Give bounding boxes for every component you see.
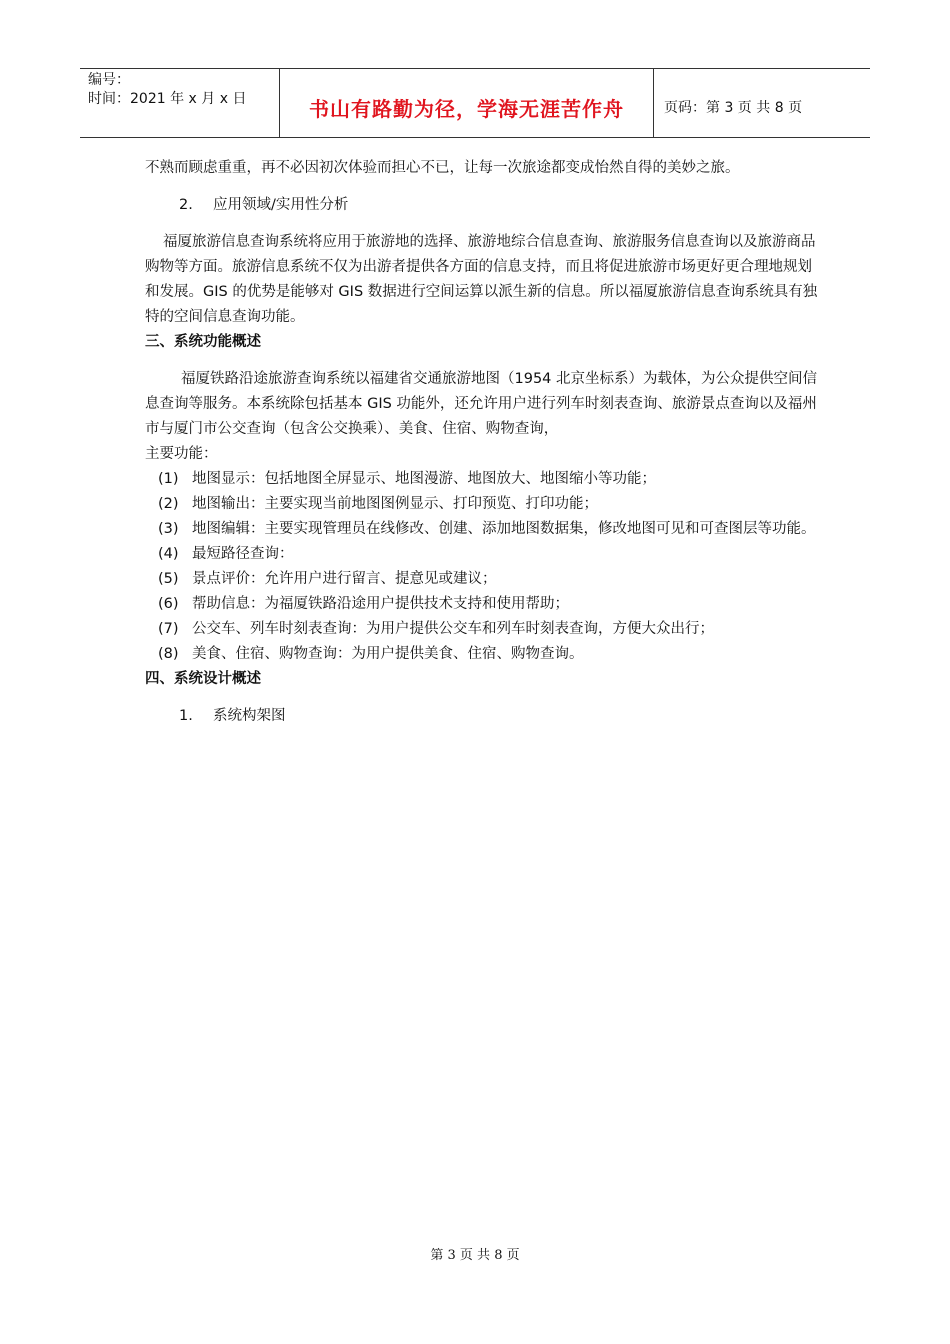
list-item-number: (5) — [158, 571, 179, 587]
main-functions-label: 主要功能： — [145, 446, 218, 462]
document-body — [145, 156, 825, 729]
list-item — [145, 517, 825, 542]
subheading-number: 1. — [179, 708, 193, 724]
section-heading-3: 三、系统功能概述 — [145, 334, 261, 350]
list-item — [145, 592, 825, 617]
subheading-architecture — [145, 704, 825, 729]
list-item — [145, 617, 825, 642]
list-item — [145, 467, 825, 492]
continued-paragraph: 不熟而顾虑重重，再不必因初次体验而担心不已，让每一次旅途都变成怡然自得的美妙之旅。 — [145, 160, 740, 176]
list-item-number: (4) — [158, 546, 179, 562]
list-item-text: 地图输出：主要实现当前地图图例显示、打印预览、打印功能； — [192, 496, 598, 512]
subheading-title: 系统构架图 — [213, 708, 286, 724]
list-item-number: (2) — [158, 496, 179, 512]
list-item-text: 美食、住宿、购物查询：为用户提供美食、住宿、购物查询。 — [192, 646, 584, 662]
doc-date: 时间：2021 年 x 月 x 日 — [88, 91, 247, 107]
list-item-number: (8) — [158, 646, 179, 662]
list-item-text: 帮助信息：为福厦铁路沿途用户提供技术支持和使用帮助； — [192, 596, 569, 612]
list-item — [145, 567, 825, 592]
subheading-application — [145, 193, 825, 218]
list-item-number: (3) — [158, 521, 179, 537]
list-item — [145, 642, 825, 667]
section-heading-4: 四、系统设计概述 — [145, 671, 261, 687]
list-item-text: 最短路径查询： — [192, 546, 294, 562]
paragraph-overview: 福厦铁路沿途旅游查询系统以福建省交通旅游地图（1954 北京坐标系）为载体，为公众提供空间信息查询等服务。本系统除包括基本 GIS 功能外，还允许用户进行列车时刻表查询、旅游景点查询以及福州市与厦门市公交查询（包含公交换乘）、美食、住宿、购物查询， — [145, 371, 818, 437]
list-item-number: (1) — [158, 471, 179, 487]
header-page-info: 页码：第 3 页 共 8 页 — [664, 100, 803, 116]
header-motto: 书山有路勤为径，学海无涯苦作舟 — [280, 69, 654, 137]
paragraph-applications: 福厦旅游信息查询系统将应用于旅游地的选择、旅游地综合信息查询、旅游服务信息查询以及旅游商品购物等方面。旅游信息系统不仅为出游者提供各方面的信息支持，而且将促进旅游市场更好更合理地规划和发展。GIS 的优势是能够对 GIS 数据进行空间运算以派生新的信息。所以福厦旅游信息查询系统具有独特的空间信息查询功能。 — [145, 234, 818, 325]
list-item-text: 地图编辑：主要实现管理员在线修改、创建、添加地图数据集，修改地图可见和可查图层等功能。 — [192, 521, 816, 537]
list-item — [145, 492, 825, 517]
page-footer: 第 3 页 共 8 页 — [430, 1248, 520, 1263]
function-list — [145, 467, 825, 667]
header-meta — [80, 69, 280, 137]
doc-number-label: 编号： — [88, 72, 130, 88]
subheading-title: 应用领域/实用性分析 — [213, 197, 349, 213]
list-item-text: 地图显示：包括地图全屏显示、地图漫游、地图放大、地图缩小等功能； — [192, 471, 656, 487]
list-item-number: (6) — [158, 596, 179, 612]
subheading-number: 2. — [179, 197, 193, 213]
list-item-text: 公交车、列车时刻表查询：为用户提供公交车和列车时刻表查询，方便大众出行； — [192, 621, 714, 637]
list-item — [145, 542, 825, 567]
list-item-text: 景点评价：允许用户进行留言、提意见或建议； — [192, 571, 497, 587]
page-header — [80, 68, 870, 138]
list-item-number: (7) — [158, 621, 179, 637]
